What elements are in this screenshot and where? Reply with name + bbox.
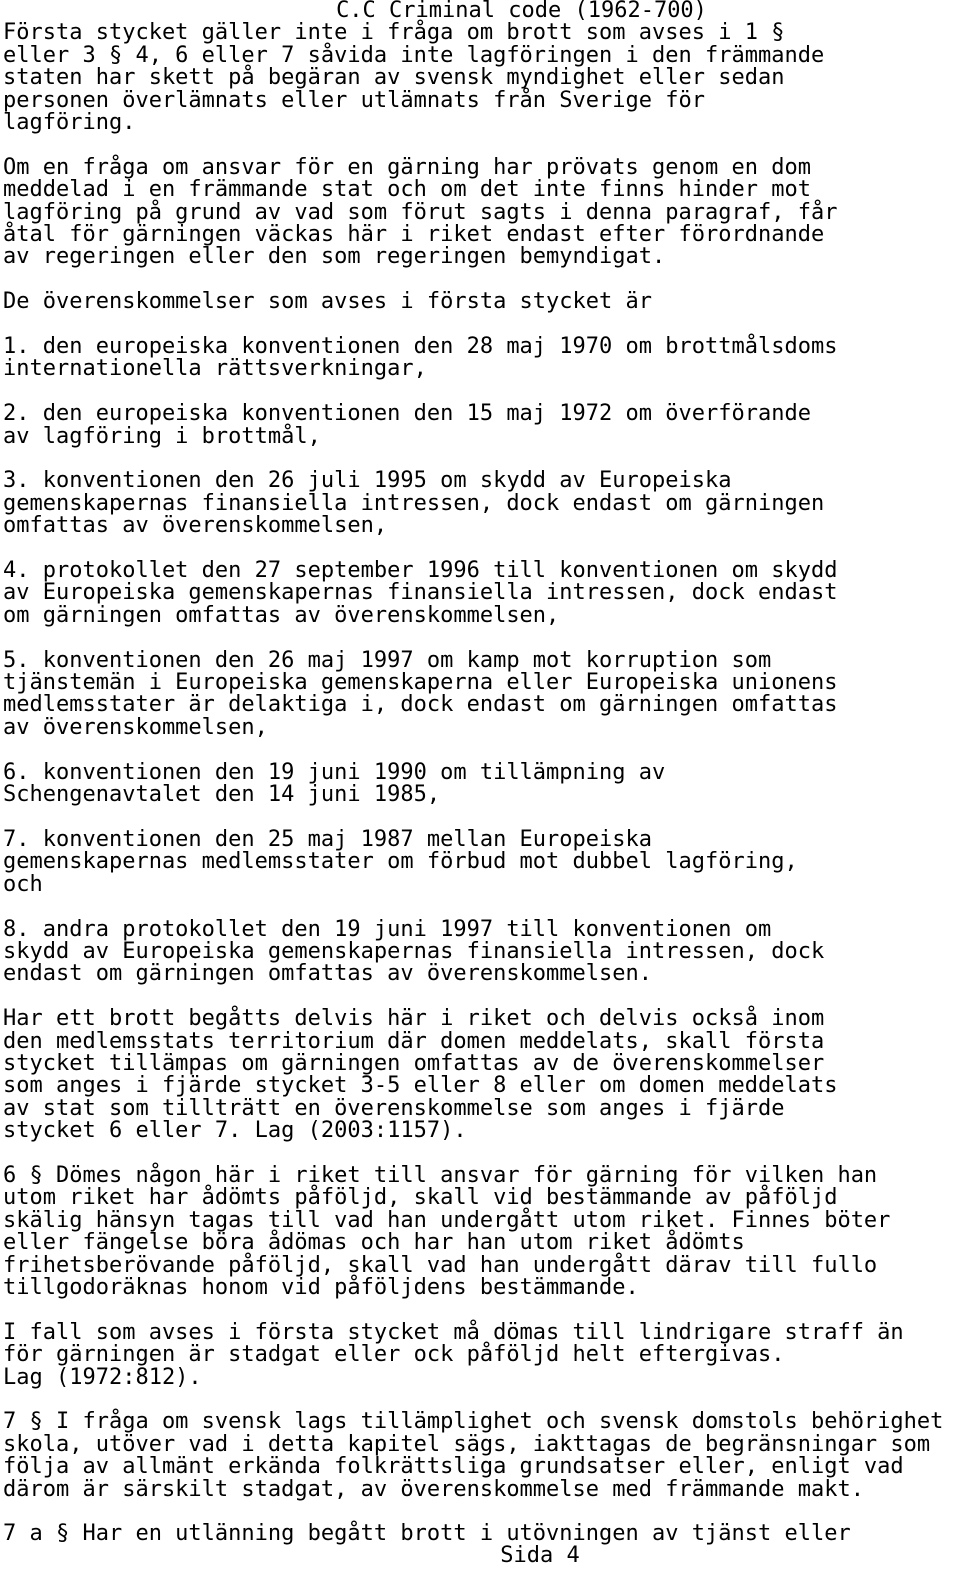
list-item-1: 1. den europeiska konventionen den 28 maj 1970 om brottmålsdoms internationella rättsverkningar, — [3, 334, 838, 382]
paragraph-2: Om en fråga om ansvar för en gärning har prövats genom en dom meddelad i en främmande stat och om det inte finns hinder mot lagföring på grund av vad som förut sagts i denna paragraf, får åtal för gärningen väckas här i riket endast efter förordnande av regeringen eller den som regeringen bemyndigat. — [3, 154, 838, 270]
section-7: 7 § I fråga om svensk lags tillämplighet och svensk domstols behörighet skola, utöver vad i detta kapitel sägs, iakttagas de begränsningar som följa av allmänt erkända folkrättsliga grundsatser eller, enligt vad därom är särskilt stadgat, av överenskommelse med främmande makt. — [3, 1409, 944, 1502]
section-7a: 7 a § Har en utlänning begått brott i utövningen av tjänst eller — [3, 1521, 851, 1547]
document-page — [3, 0, 960, 1568]
paragraph-1: Första stycket gäller inte i fråga om brott som avses i 1 § eller 3 § 4, 6 eller 7 såvida inte lagföringen i den främmande staten har skett på begäran av svensk myndighet eller sedan personen överlämnats eller utlämnats från Sverige för lagföring. — [3, 20, 825, 136]
page-number: Sida 4 — [500, 1543, 580, 1568]
paragraph-3: De överenskommelser som avses i första stycket är — [3, 289, 653, 315]
paragraph-4: Har ett brott begåtts delvis här i riket och delvis också inom den medlemsstats territorium där domen meddelats, skall första stycket tillämpas om gärningen omfattas av de överenskommelser som anges i fjärde stycket 3-5 eller 8 eller om domen meddelats av stat som tillträtt en överenskommelse som anges i fjärde stycket 6 eller 7. Lag (2003:1157). — [3, 1006, 838, 1144]
page-header: C.C Criminal code (1962-700) — [336, 0, 707, 23]
section-6: 6 § Dömes någon här i riket till ansvar för gärning för vilken han utom riket har ådömts påföljd, skall vid bestämmande av påföljd skälig hänsyn tagas till vad han undergått utom riket. Finnes böter eller fängelse böra ådömas och har han utom riket ådömts frihetsberövande påföljd, skall vad han undergått därav till fullo tillgodoräknas honom vid påföljdens bestämmande. — [3, 1162, 891, 1300]
list-item-6: 6. konventionen den 19 juni 1990 om tillämpning av Schengenavtalet den 14 juni 1985, — [3, 759, 666, 808]
section-6-paragraph-2: I fall som avses i första stycket må dömas till lindrigare straff än för gärningen är stadgat eller ock påföljd helt eftergivas. Lag (1972:812). — [3, 1319, 904, 1390]
list-item-2: 2. den europeiska konventionen den 15 maj 1972 om överförande av lagföring i brottmål, — [3, 401, 811, 449]
list-item-7: 7. konventionen den 25 maj 1987 mellan Europeiska gemenskapernas medlemsstater om förbud mot dubbel lagföring, och — [3, 826, 798, 897]
list-item-8: 8. andra protokollet den 19 juni 1997 till konventionen om skydd av Europeiska gemenskapernas finansiella intressen, dock endast om gärningen omfattas av överenskommelsen. — [3, 916, 825, 987]
document-body — [3, 22, 960, 1545]
list-item-5: 5. konventionen den 26 maj 1997 om kamp mot korruption som tjänstemän i Europeiska gemenskaperna eller Europeiska unionens medlemsstater är delaktiga i, dock endast om gärningen omfattas av överenskommelsen, — [3, 647, 838, 740]
list-item-4: 4. protokollet den 27 september 1996 till konventionen om skydd av Europeiska gemenskapernas finansiella intressen, dock endast om gärningen omfattas av överenskommelsen, — [3, 558, 838, 628]
list-item-3: 3. konventionen den 26 juli 1995 om skydd av Europeiska gemenskapernas finansiella intressen, dock endast om gärningen omfattas av överenskommelsen, — [3, 468, 825, 539]
